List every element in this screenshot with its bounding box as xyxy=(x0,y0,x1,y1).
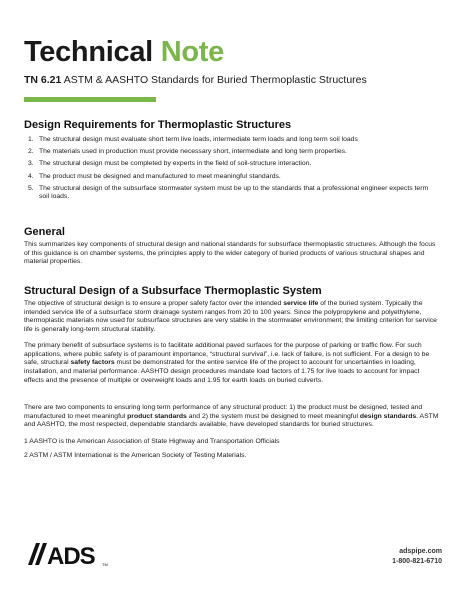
phone-number: 1-800-821-6710 xyxy=(392,558,442,565)
paragraph-text: . ASTM and AASHTO, the most respected, dependable standards available, have developed standards for buried structures. xyxy=(24,412,439,429)
emphasis-design-standards: design standards xyxy=(359,412,417,420)
list-text: The product must be designed and manufactured to meet meaningful standards. xyxy=(39,172,281,180)
paragraph-text: There are two components to ensuring long term performance of any structural product: 1) the product must be designed, tested and manufactured to meet meaningful xyxy=(24,404,423,420)
list-number: 4. xyxy=(28,172,34,180)
title-word-technical: Technical xyxy=(24,36,153,68)
website-link[interactable]: adspipe.com xyxy=(399,548,442,555)
emphasis-service-life: service life xyxy=(283,300,319,307)
emphasis-safety-factors: safety factors xyxy=(70,359,115,367)
list-item xyxy=(28,136,438,145)
list-number: 1. xyxy=(28,136,34,143)
subtitle xyxy=(24,74,367,86)
general-paragraph: This summarizes key components of structural design and national standards for subsurface thermoplastic structures. Although the focus of this guidance is on chamber systems, the principles apply to the wider category of buried products of various structural shapes and material properties. xyxy=(24,241,436,266)
list-item xyxy=(28,185,438,202)
logo-text: ADS xyxy=(47,543,95,567)
list-number: 2. xyxy=(28,148,34,156)
subtitle-code: TN 6.21 xyxy=(24,74,62,86)
footnote-2: 2 ASTM / ASTM International is the American Society of Testing Materials. xyxy=(24,452,247,459)
structural-heading: Structural Design of a Subsurface Thermoplastic System xyxy=(24,285,322,297)
paragraph-text: must be demonstrated for the entire service life of the project to account for uncertainties in loading, installation, and material performance. AASHTO design procedures mandate load factors of 1.75 for live loads to account for impact effects and the presence of multiple or overweight loads and 1.95 for earth loads on buried culverts. xyxy=(24,359,420,384)
structural-paragraph-3 xyxy=(24,404,440,430)
paragraph-text: and 2) the system must be designed to meet meaningful xyxy=(186,412,360,420)
footnote-1: 1 AASHTO is the American Association of State Highway and Transportation Officials xyxy=(24,438,280,445)
list-item xyxy=(28,148,438,157)
paragraph-text: of the buried system. Typically the intended service life of a subsurface storm drainage system ranges from 20 to 100 years. Since the polypropylene and polyethylene, thermoplastic materials now used for subsurface structures are very stable in the stormwater environment; the limiting criterion for service life is generally long-term structural stability. xyxy=(24,300,437,334)
list-number: 5. xyxy=(28,184,34,192)
structural-paragraph-2 xyxy=(24,342,440,386)
title xyxy=(24,38,224,67)
ads-logo xyxy=(26,541,116,567)
contact-info xyxy=(392,547,442,567)
list-text: The structural design must evaluate short term live loads, intermediate term loads and long term soil loads xyxy=(39,136,358,143)
structural-paragraph-1 xyxy=(24,300,440,335)
paragraph-text: The primary benefit of subsurface systems is to facilitate additional paved surfaces for the purpose of parking or traffic flow. For such applications, where public safety is of paramount importance, “structural survival”, i.e. lack of failure, is not sufficient. For a design to be safe, structural xyxy=(24,342,430,367)
subtitle-text: ASTM & AASHTO Standards for Buried Thermoplastic Structures xyxy=(63,74,367,86)
title-word-note: Note xyxy=(160,36,224,68)
list-number: 3. xyxy=(28,160,34,168)
accent-bar xyxy=(24,97,156,102)
list-item xyxy=(28,173,438,182)
list-text: The materials used in production must provide necessary short, intermediate and long term properties. xyxy=(39,148,347,156)
list-item xyxy=(28,160,438,169)
list-text: The structural design must be completed by experts in the field of soil-structure interaction. xyxy=(39,160,312,168)
design-requirements-list xyxy=(28,136,438,206)
emphasis-product-standards: product standards xyxy=(127,412,187,420)
paragraph-text: The objective of structural design is to ensure a proper safety factor over the intended xyxy=(24,300,284,307)
svg-text:TM: TM xyxy=(102,562,108,567)
list-text: The structural design of the subsurface stormwater system must be up to the standards that a professional engineer expects term soil loads. xyxy=(39,184,429,201)
design-heading: Design Requirements for Thermoplastic Structures xyxy=(24,119,292,131)
general-heading: General xyxy=(24,226,65,238)
